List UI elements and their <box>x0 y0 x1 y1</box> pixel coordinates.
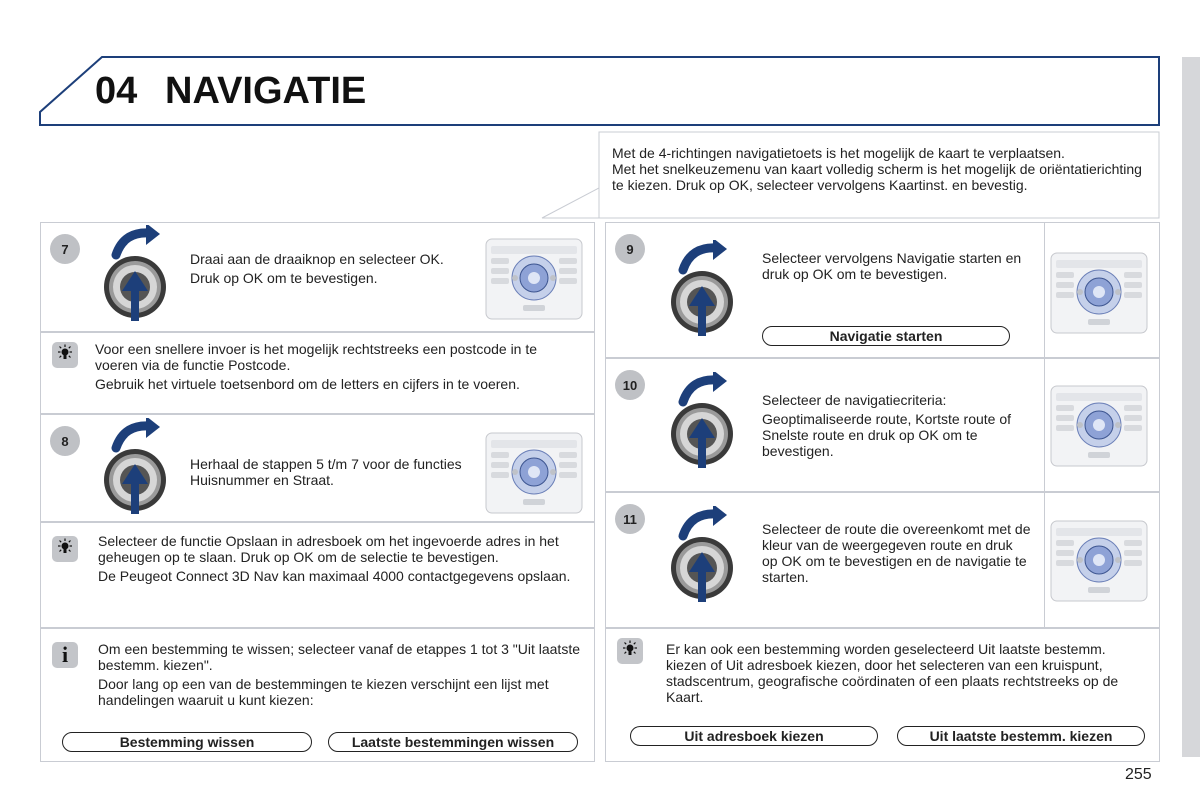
tip-bestemming-text: Er kan ook een bestemming worden geselecteerd Uit laatste bestemm. kiezen of Uit adresboek kiezen, door het selecteren van een kruispunt, stadscentrum, geografische coördinaten of een plaats rechtstreeks op de Kaart. <box>666 641 1119 705</box>
radio-panel-icon <box>1050 385 1148 472</box>
divider <box>1044 492 1045 628</box>
intro-text: Met de 4-richtingen navigatietoets is het mogelijk de kaart te verplaatsen. Met het snelkeuzemenu van kaart volledig scherm is het mogelijk de oriëntatierichting te kiezen. Druk op OK, selecteer vervolgens Kaartinst. en bevestig. <box>612 145 1142 193</box>
info-text: Om een bestemming te wissen; selecteer vanaf de etappes 1 tot 3 "Uit laatste bestemm. kiezen". Door lang op een van de bestemmingen te kiezen verschijnt een lijst met handelingen waaruit u kunt kiezen: <box>98 641 581 708</box>
step-10-text: Selecteer de navigatiecriteria: Geoptimaliseerde route, Kortste route of Snelste route en druk op OK om te bevestigen. <box>762 392 1012 459</box>
rotary-knob-icon <box>100 418 190 528</box>
rotary-knob-icon <box>100 225 190 335</box>
chapter-number: 04 <box>95 70 138 112</box>
step-badge: 9 <box>615 234 645 264</box>
divider <box>1044 358 1045 492</box>
radio-panel-icon <box>1050 520 1148 607</box>
uit-adresboek-kiezen-button[interactable]: Uit adresboek kiezen <box>630 726 878 746</box>
step-badge: 11 <box>615 504 645 534</box>
rotary-knob-icon <box>667 506 757 616</box>
lightbulb-icon <box>52 536 78 562</box>
radio-panel-icon <box>1050 252 1148 339</box>
step-badge: 8 <box>50 426 80 456</box>
tip-adresboek-text: Selecteer de functie Opslaan in adresboek om het ingevoerde adres in het geheugen op te slaan. Druk op OK om de selectie te bevestigen. De Peugeot Connect 3D Nav kan maximaal 4000 contactgegevens opslaan. <box>98 533 571 584</box>
divider <box>1044 222 1045 358</box>
info-icon: i <box>52 642 78 668</box>
step-11-text: Selecteer de route die overeenkomt met de kleur van de weergegeven route en druk op OK om te bevestigen en de navigatie te starten. <box>762 521 1031 585</box>
page-title: NAVIGATIE <box>165 70 367 112</box>
page-number: 255 <box>1125 766 1152 783</box>
navigatie-starten-button[interactable]: Navigatie starten <box>762 326 1010 346</box>
step-7-text: Draai aan de draaiknop en selecteer OK. Druk op OK om te bevestigen. <box>190 251 444 286</box>
step-badge: 7 <box>50 234 80 264</box>
radio-panel-icon <box>485 432 583 519</box>
lightbulb-icon <box>52 342 78 368</box>
rotary-knob-icon <box>667 240 757 350</box>
laatste-bestemmingen-wissen-button[interactable]: Laatste bestemmingen wissen <box>328 732 578 752</box>
radio-panel-icon <box>485 238 583 325</box>
rotary-knob-icon <box>667 372 757 482</box>
step-8-text: Herhaal de stappen 5 t/m 7 voor de functies Huisnummer en Straat. <box>190 456 462 488</box>
tip-postcode-text: Voor een snellere invoer is het mogelijk rechtstreeks een postcode in te voeren via de functie Postcode. Gebruik het virtuele toetsenbord om de letters en cijfers in te voeren. <box>95 341 538 392</box>
step-badge: 10 <box>615 370 645 400</box>
uit-laatste-bestemm-kiezen-button[interactable]: Uit laatste bestemm. kiezen <box>897 726 1145 746</box>
bestemming-wissen-button[interactable]: Bestemming wissen <box>62 732 312 752</box>
lightbulb-icon <box>617 638 643 664</box>
side-tab <box>1182 57 1200 757</box>
step-9-text: Selecteer vervolgens Navigatie starten en druk op OK om te bevestigen. <box>762 250 1022 282</box>
